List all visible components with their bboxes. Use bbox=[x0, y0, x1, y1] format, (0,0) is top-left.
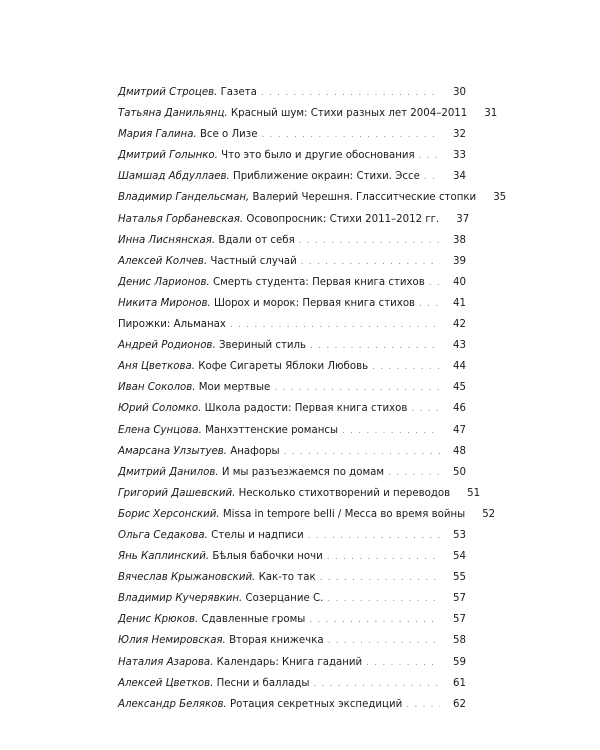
entry-title: Красный шум: Стихи разных лет 2004–2011 bbox=[230, 108, 468, 120]
entry-title: Валерий Черешня. Гласситческие стопки bbox=[252, 192, 477, 204]
entry-title: Частный случай bbox=[210, 255, 297, 267]
entry-author: Аня Цветкова. bbox=[118, 361, 195, 373]
entry-page-number: 58 bbox=[453, 635, 466, 647]
toc-entry bbox=[118, 335, 466, 356]
toc-entry bbox=[118, 103, 498, 124]
entry-title: Кофе Сигареты Яблоки Любовь bbox=[198, 361, 369, 373]
entry-page-number: 46 bbox=[453, 403, 466, 415]
entry-title: Ротация секретных экспедиций bbox=[229, 698, 403, 710]
entry-page-number: 57 bbox=[453, 614, 466, 626]
entry-page-number: 62 bbox=[453, 698, 466, 710]
entry-page-number: 31 bbox=[484, 108, 498, 120]
entry-page-number: 41 bbox=[453, 297, 466, 309]
toc-entry bbox=[118, 504, 496, 525]
entry-page-number: 34 bbox=[453, 171, 466, 183]
dot-leader bbox=[310, 336, 440, 357]
toc-entry bbox=[118, 145, 466, 166]
entry-page-number: 38 bbox=[453, 234, 466, 246]
table-of-contents bbox=[118, 82, 507, 715]
entry-title: Звериный стиль bbox=[218, 340, 307, 352]
dot-leader bbox=[419, 294, 440, 315]
entry-author: Амарсана Улзытуев. bbox=[118, 445, 228, 457]
entry-page-number: 35 bbox=[493, 192, 507, 204]
entry-title: Как-то так bbox=[258, 572, 316, 584]
entry-page-number: 37 bbox=[456, 213, 470, 225]
entry-page-number: 39 bbox=[453, 255, 466, 267]
dot-leader bbox=[429, 273, 440, 294]
entry-author: Иван Соколов. bbox=[118, 382, 196, 394]
entry-author: Александр Беляков. bbox=[118, 698, 227, 710]
toc-entry bbox=[118, 166, 466, 187]
entry-page-number: 45 bbox=[453, 382, 466, 394]
entry-page-number: 47 bbox=[453, 424, 466, 436]
dot-leader bbox=[299, 231, 440, 252]
entry-page-number: 51 bbox=[467, 487, 481, 499]
toc-entry bbox=[118, 187, 507, 208]
entry-author: Дмитрий Строцев. bbox=[118, 87, 218, 98]
toc-entry bbox=[118, 483, 481, 504]
entry-author: Владимир Кучерявкин. bbox=[118, 593, 243, 605]
toc-entry bbox=[118, 567, 466, 588]
entry-author: Татьяна Данильянц. bbox=[118, 108, 228, 120]
toc-entry bbox=[118, 525, 466, 546]
entry-title: Приближение окраин: Стихи. Эссе bbox=[233, 171, 420, 183]
entry-title: Мои мертвые bbox=[198, 382, 271, 394]
entry-author: Григорий Дашевский. bbox=[118, 487, 236, 499]
dot-leader bbox=[406, 695, 440, 716]
toc-entry bbox=[118, 293, 466, 314]
entry-author: Наталья Горбаневская. bbox=[118, 213, 244, 225]
entry-author: Алексей Цветков. bbox=[118, 677, 214, 689]
entry-page-number: 30 bbox=[453, 87, 466, 98]
entry-author: Юлия Немировская. bbox=[118, 635, 226, 647]
toc-entry bbox=[118, 546, 466, 567]
dot-leader bbox=[301, 252, 440, 273]
entry-page-number: 59 bbox=[453, 656, 466, 668]
entry-title: Все о Лизе bbox=[199, 129, 258, 141]
entry-title: Пирожки: Альманах bbox=[118, 319, 226, 331]
entry-page-number: 43 bbox=[453, 340, 466, 352]
toc-entry bbox=[118, 673, 466, 694]
entry-author: Ольга Седакова. bbox=[118, 529, 208, 541]
dot-leader bbox=[309, 610, 440, 631]
entry-title: Песни и баллады bbox=[216, 677, 310, 689]
toc-entry bbox=[118, 230, 466, 251]
entry-page-number: 32 bbox=[453, 129, 466, 141]
entry-title: Сдавленные громы bbox=[201, 614, 306, 626]
entry-page-number: 55 bbox=[453, 572, 466, 584]
entry-page-number: 53 bbox=[453, 529, 466, 541]
dot-leader bbox=[419, 146, 440, 167]
entry-title: Бѣлыя бабочки ночи bbox=[212, 551, 323, 563]
entry-author: Елена Сунцова. bbox=[118, 424, 202, 436]
entry-author: Алексей Колчев. bbox=[118, 255, 208, 267]
entry-author: Юрий Соломко. bbox=[118, 403, 202, 415]
entry-page-number: 50 bbox=[453, 466, 466, 478]
dot-leader bbox=[342, 421, 440, 442]
entry-author: Денис Ларионов. bbox=[118, 276, 210, 288]
entry-title: Анафоры bbox=[230, 445, 280, 457]
toc-entry bbox=[118, 82, 466, 103]
dot-leader bbox=[411, 399, 440, 420]
entry-author: Денис Крюков. bbox=[118, 614, 199, 626]
toc-entry bbox=[118, 441, 466, 462]
toc-entry bbox=[118, 377, 466, 398]
entry-page-number: 40 bbox=[453, 276, 466, 288]
dot-leader bbox=[372, 357, 440, 378]
dot-leader bbox=[424, 167, 440, 188]
entry-title: Газета bbox=[220, 87, 257, 98]
entry-page-number: 48 bbox=[453, 445, 466, 457]
toc-entry bbox=[118, 209, 470, 230]
entry-author: Шамшад Абдуллаев. bbox=[118, 171, 230, 183]
entry-author: Владимир Гандельсман, bbox=[118, 192, 250, 204]
toc-entry bbox=[118, 630, 466, 651]
dot-leader bbox=[308, 526, 440, 547]
entry-author: Наталия Азарова. bbox=[118, 656, 214, 668]
entry-page-number: 57 bbox=[453, 593, 466, 605]
dot-leader bbox=[261, 83, 440, 104]
entry-page-number: 54 bbox=[453, 551, 466, 563]
entry-author: Инна Лиснянская. bbox=[118, 234, 216, 246]
entry-title: Осовопросник: Стихи 2011–2012 гг. bbox=[246, 213, 440, 225]
dot-leader bbox=[284, 442, 440, 463]
toc-entry bbox=[118, 420, 466, 441]
toc-entry bbox=[118, 652, 466, 673]
entry-title: Missa in tempore belli / Месса во время войны bbox=[222, 508, 466, 520]
entry-author: Янь Каплинский. bbox=[118, 551, 210, 563]
toc-entry bbox=[118, 398, 466, 419]
entry-author: Вячеслав Крыжановский. bbox=[118, 572, 256, 584]
entry-title: Стелы и надписи bbox=[211, 529, 304, 541]
toc-entry bbox=[118, 272, 466, 293]
entry-author: Дмитрий Голынко. bbox=[118, 150, 218, 162]
toc-entry bbox=[118, 609, 466, 630]
entry-title: Манхэттенские романсы bbox=[205, 424, 339, 436]
entry-title: Шорох и морок: Первая книга стихов bbox=[213, 297, 416, 309]
entry-page-number: 52 bbox=[482, 508, 496, 520]
entry-title: Вдали от себя bbox=[218, 234, 295, 246]
entry-title: Что это было и другие обоснования bbox=[221, 150, 415, 162]
entry-title: Вторая книжечка bbox=[229, 635, 324, 647]
entry-page-number: 33 bbox=[453, 150, 466, 162]
entry-title: Созерцание С. bbox=[245, 593, 324, 605]
dot-leader bbox=[230, 315, 440, 336]
entry-title: Школа радости: Первая книга стихов bbox=[204, 403, 408, 415]
entry-page-number: 61 bbox=[453, 677, 466, 689]
entry-author: Никита Миронов. bbox=[118, 297, 211, 309]
toc-entry bbox=[118, 124, 466, 145]
toc-entry bbox=[118, 314, 466, 335]
entry-author: Андрей Родионов. bbox=[118, 340, 216, 352]
entry-title: Смерть студента: Первая книга стихов bbox=[212, 276, 425, 288]
toc-entry bbox=[118, 694, 466, 715]
toc-entry bbox=[118, 462, 466, 483]
entry-author: Борис Херсонский. bbox=[118, 508, 220, 520]
dot-leader bbox=[388, 463, 440, 484]
toc-entry bbox=[118, 356, 466, 377]
entry-page-number: 44 bbox=[453, 361, 466, 373]
entry-author: Мария Галина. bbox=[118, 129, 197, 141]
dot-leader bbox=[327, 547, 440, 568]
dot-leader bbox=[320, 568, 440, 589]
entry-page-number: 42 bbox=[453, 319, 466, 331]
toc-entry bbox=[118, 251, 466, 272]
dot-leader bbox=[313, 674, 440, 695]
entry-author: Дмитрий Данилов. bbox=[118, 466, 219, 478]
dot-leader bbox=[327, 589, 440, 610]
dot-leader bbox=[274, 378, 440, 399]
dot-leader bbox=[328, 631, 440, 652]
dot-leader bbox=[261, 125, 440, 146]
entry-title: И мы разъезжаемся по домам bbox=[221, 466, 385, 478]
entry-title: Несколько стихотворений и переводов bbox=[238, 487, 451, 499]
dot-leader bbox=[366, 653, 440, 674]
toc-entry bbox=[118, 588, 466, 609]
entry-title: Календарь: Книга гаданий bbox=[216, 656, 363, 668]
